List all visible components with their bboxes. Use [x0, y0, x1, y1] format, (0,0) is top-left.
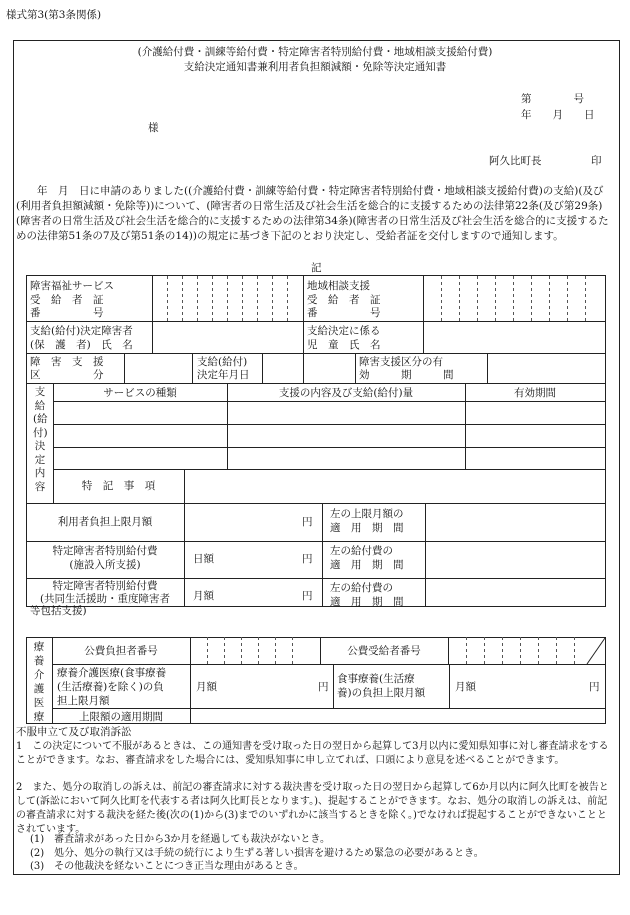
- medical-limit-label-3: 担上限月額: [57, 695, 110, 707]
- benefit-period-label-1: 左の給付費の: [330, 545, 393, 557]
- decision-date-label-2: 決定年月日: [197, 369, 250, 381]
- daily-amount-yen: 円: [302, 553, 313, 565]
- medical-monthly-yen: 円: [318, 681, 329, 693]
- special-notes-label: 特 記 事 項: [81, 480, 156, 492]
- appeal-sub-1: (1) 審査請求があった日から3か月を経過しても裁決がないとき。: [30, 834, 331, 845]
- limit-period-label-2: 適 用 期 間: [330, 522, 404, 534]
- limit-period-label-1: 左の上限月額の: [330, 508, 404, 520]
- payer-number-label: 公費負担者番号: [84, 645, 158, 657]
- burden-limit-yen: 円: [302, 516, 313, 528]
- recipient-cert-label-3: 番 号: [30, 307, 104, 319]
- issuer-name: 阿久比町長: [489, 155, 542, 167]
- doc-number: 第 号: [521, 93, 584, 105]
- appeal-item-1: 1 この決定について不服があるときは、この通知書を受け取った日の翌日から起算して3月以内に愛知県知事に対し審査請求をすることができます。なお、審査請求をした場合には、愛知県知事に申し立てれば、口頭により意見を述べることができます。: [16, 741, 609, 766]
- valid-period-header: 有効期間: [514, 387, 556, 399]
- medical-monthly-label: 月額: [196, 681, 217, 693]
- daily-amount-label: 日額: [193, 553, 214, 565]
- special-benefit-label-2: (施設入所支援): [69, 559, 141, 571]
- receiver-number-label: 公費受給者番号: [347, 645, 421, 657]
- seal-mark: 印: [591, 155, 602, 167]
- meal-monthly-label: 月額: [455, 681, 476, 693]
- benefit-period-label-2: 適 用 期 間: [330, 559, 404, 571]
- support-class-label-2: 区 分: [30, 369, 104, 381]
- meal-monthly-yen: 円: [589, 681, 600, 693]
- decided-person-label-1: 支給(給付)決定障害者: [30, 325, 133, 337]
- benefit-period-b-label-1: 左の給付費の: [330, 582, 393, 594]
- regional-cert-label-1: 地域相談支援: [307, 280, 370, 292]
- doc-date: 年 月 日: [521, 109, 595, 121]
- class-validity-label-2: 効 期 間: [359, 369, 454, 381]
- limit-period-label: 上限額の適用期間: [79, 711, 163, 723]
- special-benefit-b-label-3: 等包括支援): [30, 605, 87, 617]
- recipient-cert-label-2: 受 給 者 証: [30, 294, 104, 306]
- regional-cert-label-3: 番 号: [307, 307, 381, 319]
- service-type-header: サービスの種類: [103, 387, 177, 399]
- appeal-sub-2: (2) 処分、処分の執行又は手続の続行により生ずる著しい損害を避けるため緊急の必要があるとき。: [30, 848, 484, 859]
- meal-limit-label-2: 養)の負担上限月額: [337, 687, 426, 699]
- medical-limit-label-2: (生活療養)を除く)の負: [57, 681, 164, 693]
- monthly-amount-label: 月額: [193, 590, 214, 602]
- special-benefit-label-1: 特定障害者特別給付費: [52, 545, 158, 557]
- addressee-suffix: 様: [148, 122, 159, 134]
- special-benefit-b-label-2: (共同生活援助・重度障害者: [39, 593, 171, 605]
- recipient-cert-label-1: 障害福祉サービス: [30, 280, 114, 292]
- support-class-label-1: 障 害 支 援: [30, 356, 104, 368]
- title-line-1: (介護給付費・訓練等給付費・特定障害者特別給付費・地域相談支援給付費): [137, 46, 493, 58]
- burden-limit-label: 利用者負担上限月額: [57, 516, 153, 528]
- special-benefit-b-label-1: 特定障害者特別給付費: [52, 580, 158, 592]
- medical-care-vertical: 療養介護医療: [33, 641, 45, 723]
- regional-cert-label-2: 受 給 者 証: [307, 294, 381, 306]
- meal-limit-label-1: 食事療養(生活療: [337, 673, 415, 685]
- child-name-label-2: 児 童 氏 名: [307, 339, 381, 351]
- title-line-2: 支給決定通知書兼利用者負担額減額・免除等決定通知書: [183, 61, 447, 73]
- class-validity-label-1: 障害支援区分の有: [359, 356, 443, 368]
- form-label: 様式第3(第3条関係): [6, 9, 102, 21]
- appeal-item-2: 2 また、処分の取消しの訴えは、前記の審査請求に対する裁決書を受け取った日の翌日から起算して6か月以内に阿久比町を被告として(訴訟において阿久比町を代表する者は阿久比町長となります。)、提起することができます。なお、処分の取消しの訴えは、前記の審査請求に対する裁決を経た後(次の(1)から(3)までのいずれかに該当するときを除く。)でなければ提起することができないこととされています。: [16, 782, 609, 835]
- intro-paragraph: 年 月 日に申請のありました((介護給付費・訓練等給付費・特定障害者特別給付費・地域相談支援給付費)の支給)(及び(利用者負担額減額・免除等))について、(障害者の日常生活及び社会生活を総合的に支援するための法律第22条(及び第29条)(障害者の日常生活及び社会生活を総合的に支援するための法律第34条)(障害者の日常生活及び社会生活を総合的に支援するための法律第51条の7及び第51条の14))の規定に基づき下記のとおり決定し、受給者証を交付しますので通知します。: [16, 185, 609, 242]
- ki-heading: 記: [311, 262, 322, 274]
- appeal-sub-3: (3) その他裁決を経ないことにつき正当な理由があるとき。: [30, 861, 304, 872]
- support-amount-header: 支援の内容及び支給(給付)量: [278, 387, 414, 399]
- decision-content-vertical: 支給(給付)決定内容: [33, 386, 48, 493]
- medical-limit-label-1: 療養介護医療(食事療養: [57, 667, 167, 679]
- decided-person-label-2: (保 護 者) 氏 名: [30, 339, 133, 351]
- decision-date-label-1: 支給(給付): [197, 356, 248, 368]
- benefit-period-b-label-2: 適 用 期 間: [330, 596, 404, 608]
- appeal-heading: 不服申立て及び取消訴訟: [16, 726, 132, 738]
- monthly-amount-yen: 円: [302, 590, 313, 602]
- child-name-label-1: 支給決定に係る: [307, 325, 381, 337]
